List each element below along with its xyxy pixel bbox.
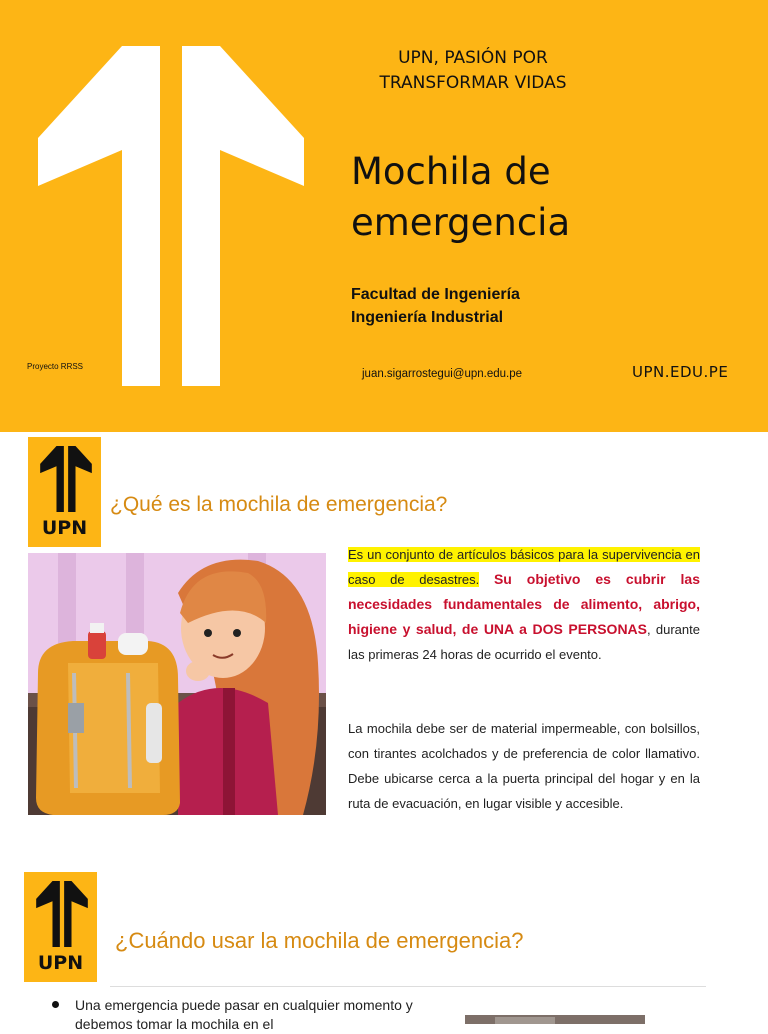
objective-emphasis: Su objetivo es cubrir las necesidades fundamentales de alimento, abrigo, higiene y salud, de UNA a DOS PERSONAS <box>348 571 701 637</box>
girl-with-backpack-illustration <box>28 553 326 815</box>
upn-badge-text: UPN <box>41 517 88 539</box>
backpack-description-paragraph: La mochila debe ser de material impermeable, con bolsillos, con tirantes acolchados y de preferencia de color llamativo. Debe ubicarse cerca a la puerta principal del hogar y en la ruta de evacuación, en lugar visible y accesible. <box>348 721 700 811</box>
program-name: Ingeniería Industrial <box>351 309 504 326</box>
upn-arrows-logo <box>38 46 304 386</box>
list-item <box>45 996 415 1034</box>
website-link[interactable]: UPN.EDU.PE <box>632 363 729 381</box>
cover-title-line: Mochila de <box>351 150 551 193</box>
definition-paragraph <box>348 542 700 667</box>
faculty-name: Facultad de Ingeniería <box>351 286 520 303</box>
cover-title-line: emergencia <box>351 201 571 244</box>
contact-email[interactable]: juan.sigarrostegui@upn.edu.pe <box>362 368 523 380</box>
definition-highlight: Es un conjunto de artículos básicos para la supervivencia en caso de desastres. <box>348 547 700 587</box>
definition-rest: , durante las primeras 24 horas de ocurrido el evento. <box>348 622 700 662</box>
upn-badge <box>24 872 97 982</box>
cover-title <box>351 146 570 248</box>
upn-arrows-icon <box>40 446 92 512</box>
slogan <box>350 46 596 96</box>
upn-badge-text: UPN <box>37 952 84 974</box>
slogan-line: UPN, PASIÓN POR <box>398 48 548 68</box>
upn-badge <box>28 437 101 547</box>
bullet-dot-icon <box>52 1001 59 1008</box>
bullet-text: Una emergencia puede pasar en cualquier momento y debemos tomar la mochila en el <box>75 997 413 1032</box>
emergency-photo <box>465 1015 645 1024</box>
slogan-line: TRANSFORMAR VIDAS <box>379 73 567 93</box>
project-label: Proyecto RRSS <box>27 362 84 371</box>
section-title-what: ¿Qué es la mochila de emergencia? <box>110 493 448 516</box>
faculty-info <box>351 283 520 329</box>
section-title-when: ¿Cuándo usar la mochila de emergencia? <box>115 928 524 953</box>
upn-arrows-icon <box>36 881 88 947</box>
when-bullet-list <box>45 996 415 1034</box>
section-divider <box>110 986 706 987</box>
cover-slide <box>0 0 768 432</box>
